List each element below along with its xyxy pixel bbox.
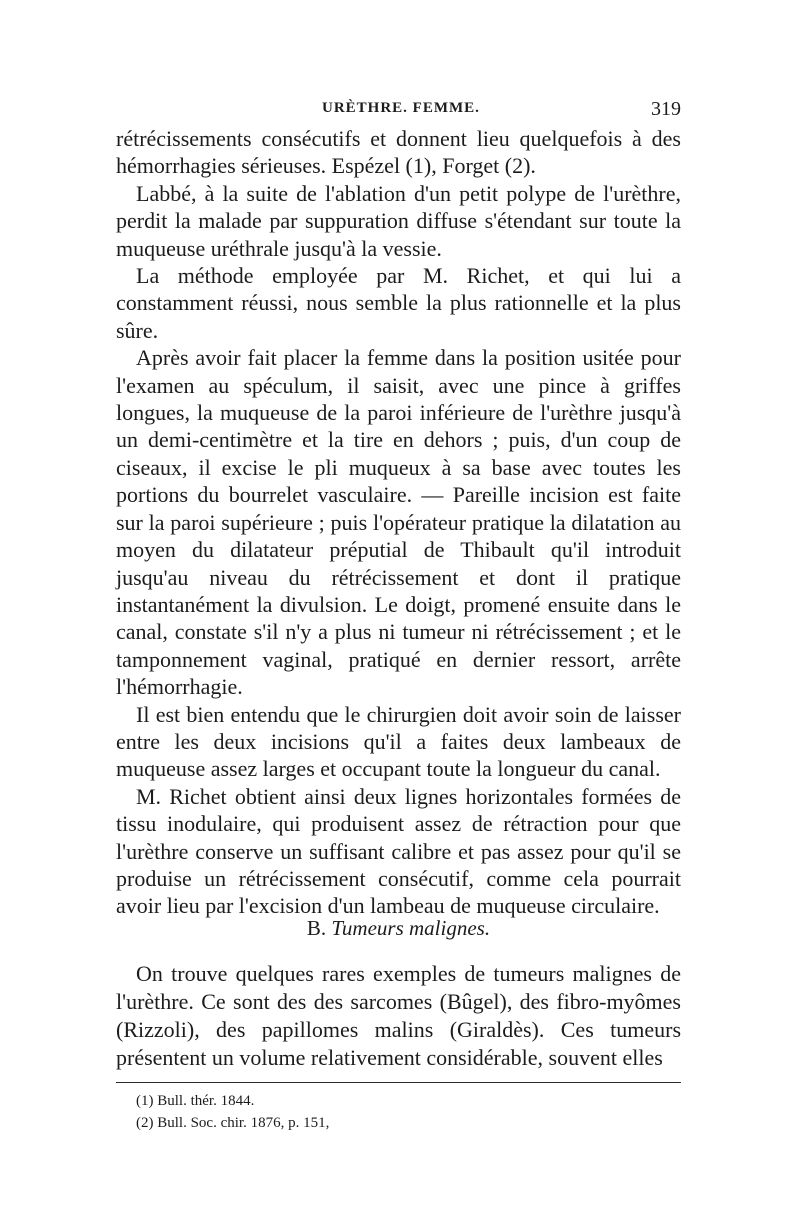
paragraph: On trouve quelques rares exemples de tumeurs malignes de l'urèthre. Ce sont des des sarcomes (Bûgel), des fibro-myômes (Rizzoli), des papillomes malins (Giraldès). Ces tumeurs présentent un volume relativement considérable, souvent elles [116,961,681,1070]
body-text-section-b [116,960,681,1072]
section-label: B. [306,916,327,940]
running-title: URÈTHRE. FEMME. [322,100,480,116]
footnote: (1) Bull. thér. 1844. [136,1093,255,1109]
footnote-rule [116,1082,681,1083]
page-header [116,98,681,122]
paragraph: rétrécissements consécutifs et donnent lieu quelquefois à des hémorrhagies sérieuses. Espézel (1), Forget (2). [116,126,681,179]
paragraph: M. Richet obtient ainsi deux lignes horizontales formées de tissu inodulaire, qui produisent assez de rétraction pour que l'urèthre conserve un suffisant calibre et pas assez pour qu'il se produise un rétrécissement consécutif, comme cela pourrait avoir lieu par l'excision d'un lambeau de muqueuse circulaire. [116,783,681,919]
paragraph: Il est bien entendu que le chirurgien doit avoir soin de laisser entre les deux incisions qu'il a faites deux lambeaux de muqueuse assez larges et occupant toute la longueur du canal. [116,701,681,782]
paragraph: Après avoir fait placer la femme dans la position usitée pour l'examen au spéculum, il saisit, avec une pince à griffes longues, la muqueuse de la paroi inférieure de l'urèthre jusqu'à un demi-centimètre et la tire en dehors ; puis, d'un coup de ciseaux, il excise le pli muqueux à sa base avec toutes les portions du bourrelet vasculaire. — Pareille incision est faite sur la paroi supérieure ; puis l'opérateur pratique la dilatation au moyen du dilatateur préputial de Thibault qu'il introduit jusqu'au niveau du rétrécissement et dont il pratique instantanément la divulsion. Le doigt, promené ensuite dans le canal, constate s'il n'y a plus ni tumeur ni rétrécissement ; et le tamponnement vaginal, pratiqué en dernier ressort, arrête l'hémorrhagie. [116,345,681,700]
paragraph: La méthode employée par M. Richet, et qui lui a constamment réussi, nous semble la plus rationnelle et la plus sûre. [116,263,681,343]
body-text [116,125,681,920]
footnote: (2) Bull. Soc. chir. 1876, p. 151, [136,1115,330,1131]
paragraph: Labbé, à la suite de l'ablation d'un petit polype de l'urèthre, perdit la malade par suppuration diffuse s'étendant sur toute la muqueuse uréthrale jusqu'à la vessie. [116,180,681,261]
page-number: 319 [651,98,681,120]
footnotes [136,1090,676,1134]
section-title: Tumeurs malignes. [331,916,491,940]
section-heading [116,916,681,941]
